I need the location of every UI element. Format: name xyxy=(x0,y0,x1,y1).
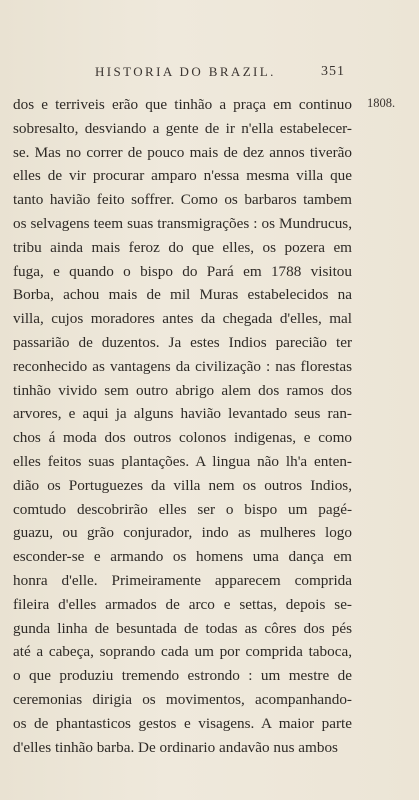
text-line: ceremonias dirigia os movimentos, acompanhando- xyxy=(13,690,352,708)
text-line: sobresalto, desviando a gente de ir n'ella estabelecer- xyxy=(13,119,352,137)
body-text xyxy=(13,93,352,759)
text-line: guazu, ou grão conjurador, indo as mulheres logo xyxy=(13,524,352,542)
text-line: fuga, e quando o bispo do Pará em 1788 visitou xyxy=(13,262,352,280)
margin-year-note: 1808. xyxy=(367,96,396,110)
text-line: tribu ainda mais feroz do que elles, os pozera em xyxy=(13,238,352,256)
text-line: até a cabeça, soprando cada um por comprida taboca, xyxy=(13,643,352,661)
text-line: esconder-se e armando os homens uma dança em xyxy=(13,548,352,566)
text-line: comtudo descobrirão elles ser o bispo um pagé- xyxy=(13,500,352,518)
text-line: d'elles tinhão barba. De ordinario andavão nus ambos xyxy=(13,738,338,756)
text-line: tanto havião feito soffrer. Como os barbaros tambem xyxy=(13,191,352,209)
text-line: dos e terriveis erão que tinhão a praça em continuo xyxy=(13,96,352,113)
text-line: arvores, e aqui ja alguns havião levantado seus ran- xyxy=(13,405,352,423)
text-line: dião os Portuguezes da villa nem os outros Indios, xyxy=(13,476,352,494)
page-header xyxy=(0,64,355,84)
text-line: se. Mas no correr de pouco mais de dez annos tiverão xyxy=(13,143,352,161)
text-line: elles feitos suas plantações. A lingua não lh'a enten- xyxy=(13,452,352,470)
text-line: os selvagens teem suas transmigrações : os Mundrucus, xyxy=(13,214,352,232)
text-line: fileira d'elles armados de arco e settas, depois se- xyxy=(13,595,352,613)
text-line: tinhão vivido sem outro abrigo alem dos ramos dos xyxy=(13,381,352,399)
text-line: elles de vir procurar amparo n'essa mesma villa que xyxy=(13,167,352,185)
text-line: chos á moda dos outros colonos indigenas, e como xyxy=(13,429,352,447)
text-line: villa, cujos moradores antes da chegada d'elles, mal xyxy=(13,310,352,328)
text-line: reconhecido as vantagens da civilização : nas florestas xyxy=(13,357,352,375)
text-line: Borba, achou mais de mil Muras estabelecidos na xyxy=(13,286,352,304)
text-line: honra d'elle. Primeiramente apparecem comprida xyxy=(13,571,352,589)
running-title: HISTORIA DO BRAZIL. xyxy=(95,64,276,79)
text-line: o que produziu tremendo estrondo : um mestre de xyxy=(13,667,352,685)
text-line: os de phantasticos gestos e visagens. A maior parte xyxy=(13,714,352,732)
page-number: 351 xyxy=(321,64,345,79)
text-line: passarião de duzentos. Ja estes Indios parecião ter xyxy=(13,333,352,351)
text-line: gunda linha de besuntada de todas as côres dos pés xyxy=(13,619,352,637)
